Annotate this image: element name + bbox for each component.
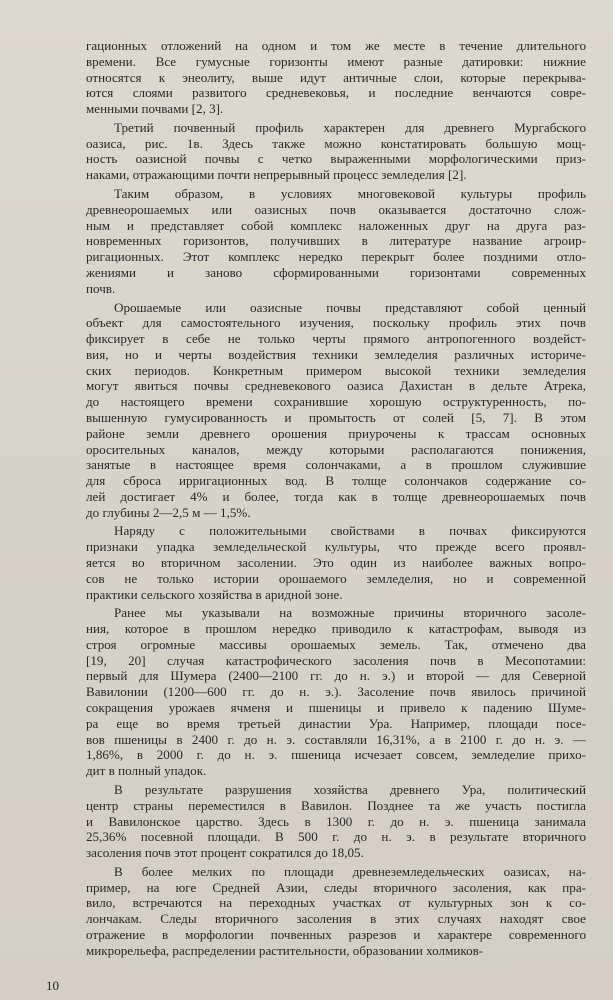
text-line: ния, которое в прошлом нередко приводило к катастрофам, выводя из <box>86 621 586 637</box>
paragraph <box>86 523 586 602</box>
text-line: до глубины 2—2,5 м — 1,5%. <box>86 504 251 520</box>
paragraph <box>86 38 586 117</box>
text-line: почв. <box>86 280 116 296</box>
text-line: районе земли древнего орошения приурочены к трассам основных <box>86 425 586 441</box>
paragraph <box>86 605 586 779</box>
text-line: лей достигает 4% и более, тогда как в толще древнеорошаемых почв <box>86 488 586 504</box>
paragraph <box>86 300 586 521</box>
text-line: микрорельефа, распределении растительности, образовании холмиков- <box>86 942 484 958</box>
text-line: сов не только истории орошаемого земледелия, но и современной <box>86 570 586 586</box>
text-line: засоления почв этот процент сократился до 18,05. <box>86 845 364 861</box>
text-line: строя огромные массивы орошаемых земель. Так, отмечено два <box>86 636 586 652</box>
text-line: первый для Шумера (2400—2100 гг. до н. э.) и второй — для Северной <box>86 668 586 684</box>
text-line: объект для самостоятельного изучения, поскольку профиль этих почв <box>86 315 586 331</box>
text-line: времени. Все гумусные горизонты имеют разные датировки: нижние <box>86 53 586 69</box>
text-line: В результате разрушения хозяйства древнего Ура, политический <box>114 781 586 797</box>
text-line: жениями и заново сформированными горизонтами современных <box>86 264 586 280</box>
text-line: вышенную гумусированность и промытость от солей [5, 7]. В этом <box>86 409 586 425</box>
paragraph <box>86 120 586 183</box>
text-line: Орошаемые или оазисные почвы представляют собой ценный <box>114 299 586 315</box>
text-line: гационных отложений на одном и том же месте в течение длительного <box>86 38 586 53</box>
text-line: отражение в морфологии почвенных разрезов и характере современного <box>86 926 586 942</box>
page-number: 10 <box>46 978 59 993</box>
text-line: вило, встречаются на переходных участках от культурных зон к со- <box>86 895 586 911</box>
text-line: Наряду с положительными свойствами в почвах фиксируются <box>114 523 586 539</box>
text-line: Таким образом, в условиях многовековой культуры профиль <box>114 186 586 202</box>
text-line: относятся к энеолиту, выше идут античные слои, которые перекрыва- <box>86 69 586 85</box>
text-line: ригационных. Этот комплекс нередко перекрыт более поздними отло- <box>86 249 586 265</box>
text-line: ются слоями развитого средневековья, и последние венчаются совре- <box>86 85 586 101</box>
text-line: вия, но и черты воздействия техники земледелия различных историче- <box>86 346 586 362</box>
text-line: 1,86%, в 2000 г. до н. э. пшеница исчезает совсем, земледелие прихо- <box>86 747 586 763</box>
text-line: сокращения урожаев ячменя и пшеницы и привело к падению Шуме- <box>86 700 586 716</box>
text-line: могут явиться почвы средневекового оазиса Дахистан в дельте Атрека, <box>86 378 586 394</box>
text-line: Вавилонии (1200—600 гг. до н. э.). Засоление почв явилось причиной <box>86 684 586 700</box>
body-text <box>86 38 586 959</box>
text-line: лончакам. Следы вторичного засоления в этих случаях находят свое <box>86 911 586 927</box>
text-line: яется во вторичном засолении. Это один из наиболее важных вопро- <box>86 555 586 570</box>
text-line: фиксирует в себе не только черты прямого антропогенного воздейст- <box>86 331 586 347</box>
text-line: ным и представляет собой комплекс наложенных друг на друга раз- <box>86 217 586 233</box>
text-line: наками, отражающими почти непрерывный процесс земледелия [2]. <box>86 167 467 183</box>
text-line: и Вавилонское царство. Здесь в 1300 г. до н. э. пшеница занимала <box>86 813 586 829</box>
text-line: древнеорошаемых или оазисных почв оказывается достаточно слож- <box>86 201 586 217</box>
text-line: Ранее мы указывали на возможные причины вторичного засоле- <box>114 605 586 621</box>
text-line: оросительных каналов, между которыми располагаются понижения, <box>86 441 586 457</box>
text-line: менными почвами [2, 3]. <box>86 101 224 117</box>
paragraph <box>86 782 586 861</box>
text-line: занятые в настоящее время солончаками, а в прошлом служившие <box>86 457 586 473</box>
text-line: практики сельского хозяйства в аридной зоне. <box>86 586 343 602</box>
text-line: [19, 20] случая катастрофического засоления почв в Месопотамии: <box>86 652 586 668</box>
text-line: ских периодов. Конкретным примером высокой техники земледелия <box>86 362 586 378</box>
text-line: Третий почвенный профиль характерен для древнего Мургабского <box>114 119 586 135</box>
paragraph <box>86 186 586 296</box>
paragraph <box>86 864 586 959</box>
text-line: ра еще во время третьей династии Ура. Например, площади посе- <box>86 715 586 731</box>
text-line: до настоящего времени сохранившие хорошую оструктуренность, по- <box>86 394 586 410</box>
text-line: признаки упадка земледельческой культуры, что прежде всего проявл- <box>86 539 586 555</box>
text-line: 25,36% посевной площади. В 500 г. до н. э. в результате вторичного <box>86 829 586 845</box>
text-line: ность оазисной почвы с четко выраженными морфологическими приз- <box>86 151 586 167</box>
text-line: оазиса, рис. 1в. Здесь также можно констатировать большую мощ- <box>86 135 586 151</box>
text-line: пример, на юге Средней Азии, следы вторичного засоления, как пра- <box>86 879 586 895</box>
text-line: для сброса ирригационных вод. В толще солончаков содержание со- <box>86 473 586 489</box>
text-line: В более мелких по площади древнеземледельческих оазисах, на- <box>114 863 586 879</box>
text-line: новременных горизонтов, получивших в литературе название агроир- <box>86 233 586 249</box>
text-line: вов пшеницы в 2400 г. до н. э. составляли 16,31%, а в 2100 г. до н. э. — <box>86 731 586 747</box>
text-line: центр страны переместился в Вавилон. Позднее та же участь постигла <box>86 797 586 813</box>
text-line: дит в полный упадок. <box>86 763 207 779</box>
